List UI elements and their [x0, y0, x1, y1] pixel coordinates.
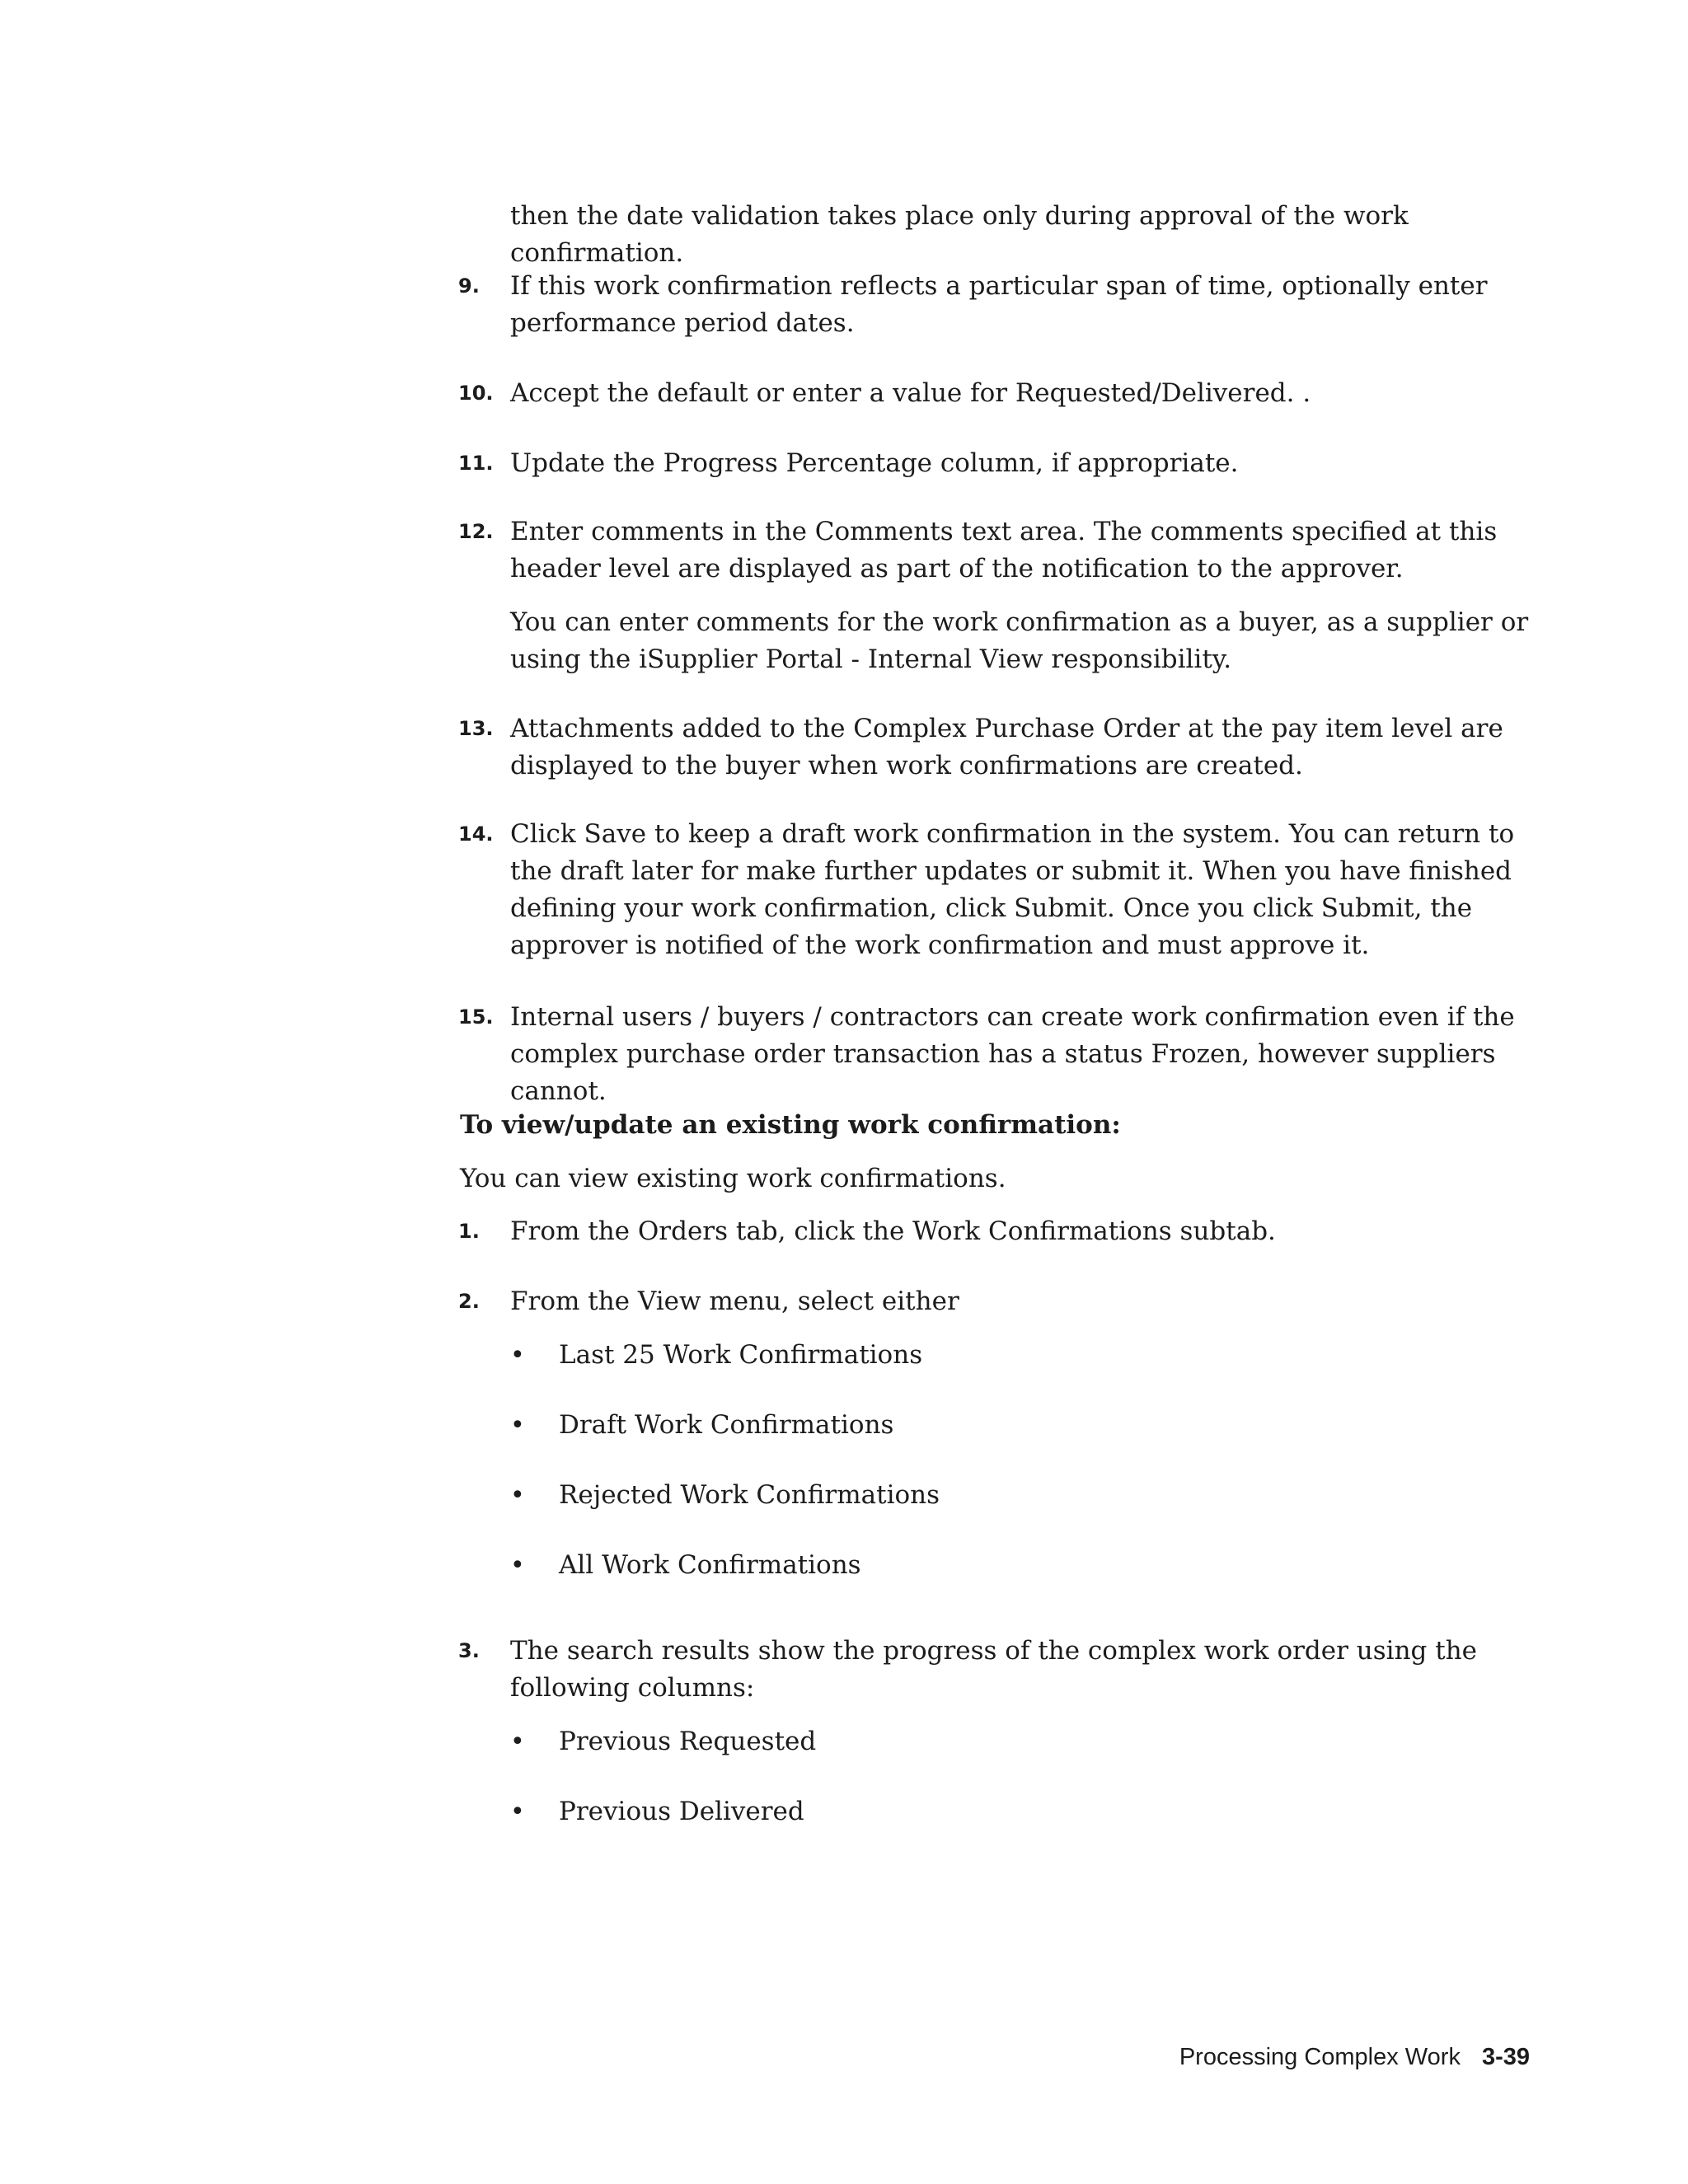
bullet-text: Previous Delivered [559, 1797, 804, 1826]
bullet-icon: • [510, 1551, 525, 1580]
step-number: 3. [458, 1639, 480, 1662]
step-number: 14. [458, 823, 494, 846]
bullet-icon: • [510, 1727, 525, 1756]
step-number: 9. [458, 274, 480, 298]
step-number: 13. [458, 717, 494, 740]
step-text: Attachments added to the Complex Purchase Order at the pay item level are displayed to the buyer when work confirmations are created. [510, 714, 1503, 780]
bullet-icon: • [510, 1341, 525, 1370]
step-text: Enter comments in the Comments text area. The comments specified at this header level are displayed as part of the notification to the approver. [510, 517, 1498, 583]
step-text: From the View menu, select either [510, 1286, 959, 1316]
step-number: 11. [458, 452, 494, 475]
section-heading: To view/update an existing work confirmation: [460, 1110, 1121, 1140]
bullet-icon: • [510, 1797, 525, 1826]
step-number: 1. [458, 1220, 480, 1243]
page-number: 3-39 [1481, 2044, 1530, 2070]
section-intro: You can view existing work confirmations. [460, 1164, 1006, 1193]
step-text: The search results show the progress of the complex work order using the following columns: [510, 1636, 1478, 1703]
bullet-text: Rejected Work Confirmations [559, 1480, 940, 1510]
bullet-text: All Work Confirmations [559, 1550, 861, 1580]
step-number: 2. [458, 1290, 480, 1313]
bullet-text: Previous Requested [559, 1727, 817, 1756]
bullet-icon: • [510, 1411, 525, 1440]
step-number: 12. [458, 520, 494, 543]
footer-chapter: Processing Complex Work [1179, 2044, 1461, 2070]
bullet-text: Draft Work Confirmations [559, 1410, 894, 1440]
step-text: From the Orders tab, click the Work Confirmations subtab. [510, 1216, 1276, 1246]
step-text: Click Save to keep a draft work confirmation in the system. You can return to the draft later for make further updates or submit it. When you have finished defining your work confirmation, click Submit. Once you click Submit, the approver is notified of the work confirmation and must approve it. [510, 819, 1515, 960]
step-text: Update the Progress Percentage column, if appropriate. [510, 448, 1239, 478]
step-text: If this work confirmation reflects a particular span of time, optionally enter performance period dates. [510, 271, 1488, 338]
bullet-text: Last 25 Work Confirmations [559, 1340, 923, 1370]
step-text: Internal users / buyers / contractors can create work confirmation even if the complex purchase order transaction has a status Frozen, however suppliers cannot. [510, 1002, 1515, 1106]
bullet-icon: • [510, 1481, 525, 1510]
step-number: 10. [458, 382, 494, 405]
continuation-text: then the date validation takes place only during approval of the work confirmation. [510, 201, 1409, 268]
step-number: 15. [458, 1005, 494, 1029]
step-text: Accept the default or enter a value for Requested/Delivered. . [510, 378, 1311, 408]
step-extra-text: You can enter comments for the work confirmation as a buyer, as a supplier or using the iSupplier Portal - Internal View responsibility. [510, 607, 1529, 674]
page-footer [1071, 2041, 1530, 2074]
